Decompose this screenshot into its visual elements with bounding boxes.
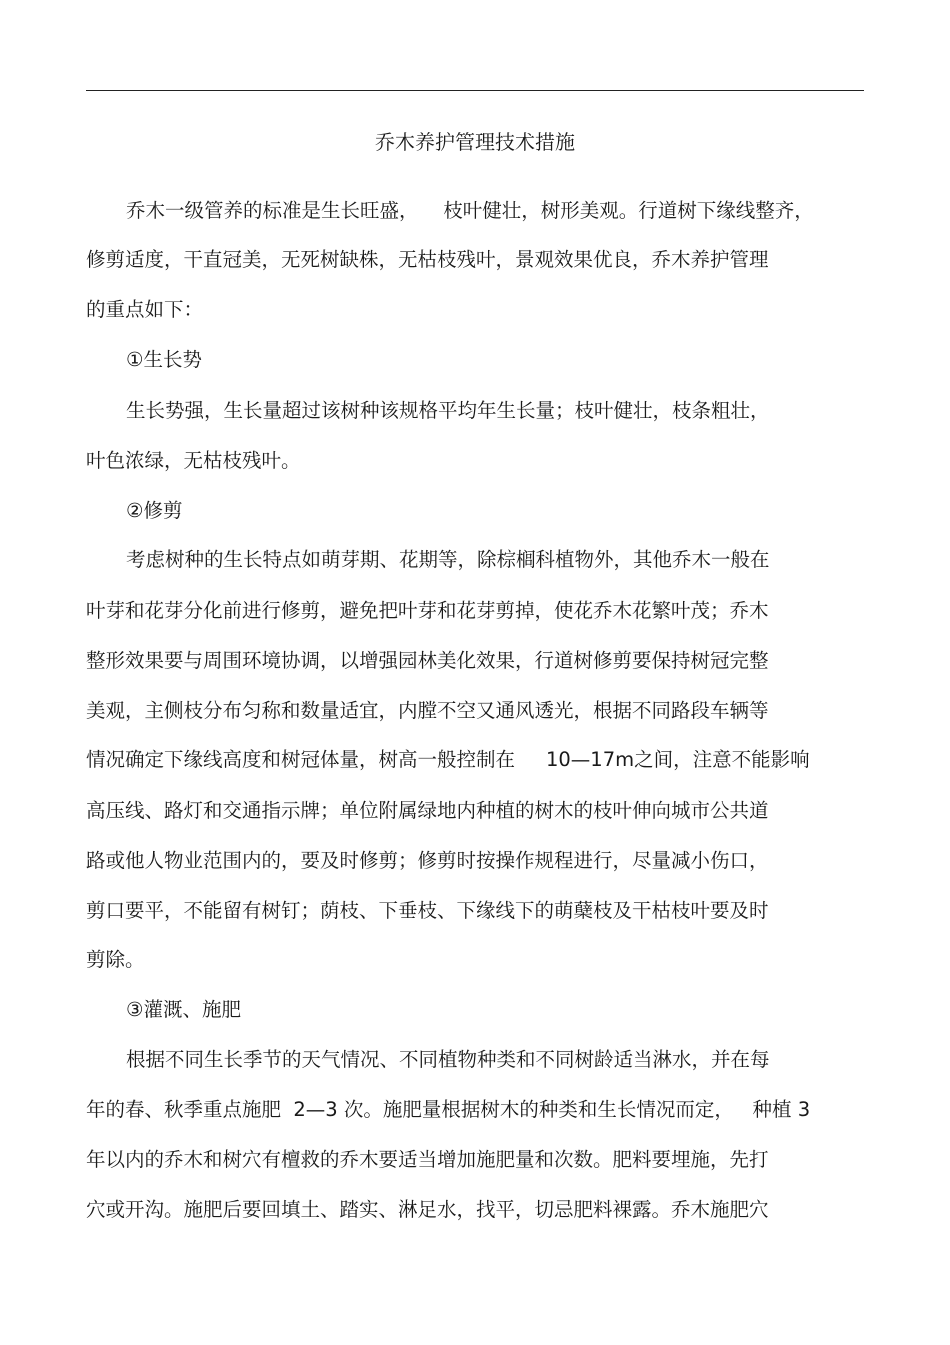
section-heading: ③灌溉、施肥 — [126, 998, 241, 1021]
paragraph-line: 穴或开沟。施肥后要回填土、踏实、淋足水，找平，切忌肥料裸露。乔木施肥穴 — [86, 1198, 769, 1221]
section-heading: ①生长势 — [126, 348, 202, 371]
paragraph-line: 路或他人物业范围内的，要及时修剪；修剪时按操作规程进行，尽量减小伤口， — [86, 849, 769, 872]
paragraph-line: 修剪适度，干直冠美，无死树缺株，无枯枝残叶，景观效果优良，乔木养护管理 — [86, 248, 769, 271]
section-heading: ②修剪 — [126, 499, 183, 522]
paragraph-line: 乔木一级管养的标准是生长旺盛， 枝叶健壮，树形美观。行道树下缘线整齐， — [126, 199, 814, 222]
paragraph-line: 根据不同生长季节的天气情况、不同植物种类和不同树龄适当淋水，并在每 — [126, 1048, 770, 1071]
header-rule — [86, 90, 864, 91]
paragraph-line: 年以内的乔木和树穴有檀救的乔木要适当增加施肥量和次数。肥料要埋施，先打 — [86, 1148, 769, 1171]
paragraph-line: 考虑树种的生长特点如萌芽期、花期等，除棕榈科植物外，其他乔木一般在 — [126, 548, 770, 571]
paragraph-line: 高压线、路灯和交通指示牌；单位附属绿地内种植的树木的枝叶伸向城市公共道 — [86, 799, 769, 822]
paragraph-line: 整形效果要与周围环境协调，以增强园林美化效果，行道树修剪要保持树冠完整 — [86, 649, 769, 672]
paragraph-line: 剪除。 — [86, 948, 145, 971]
paragraph-line: 美观，主侧枝分布匀称和数量适宜，内膛不空又通风透光，根据不同路段车辆等 — [86, 699, 769, 722]
paragraph-line: 情况确定下缘线高度和树冠体量，树高一般控制在 10—17m之间，注意不能影响 — [86, 748, 810, 771]
paragraph-line: 生长势强，生长量超过该树种该规格平均年生长量；枝叶健壮，枝条粗壮， — [126, 399, 770, 422]
paragraph-line: 的重点如下： — [86, 298, 204, 321]
paragraph-line: 叶芽和花芽分化前进行修剪，避免把叶芽和花芽剪掉，使花乔木花繁叶茂；乔木 — [86, 599, 769, 622]
paragraph-line: 年的春、秋季重点施肥 2—3 次。施肥量根据树木的种类和生长情况而定， 种植 3 — [86, 1098, 811, 1121]
paragraph-line: 剪口要平，不能留有树钉；荫枝、下垂枝、下缘线下的萌蘖枝及干枯枝叶要及时 — [86, 899, 769, 922]
document-title: 乔木养护管理技术措施 — [375, 130, 575, 154]
paragraph-line: 叶色浓绿，无枯枝残叶。 — [86, 449, 301, 472]
